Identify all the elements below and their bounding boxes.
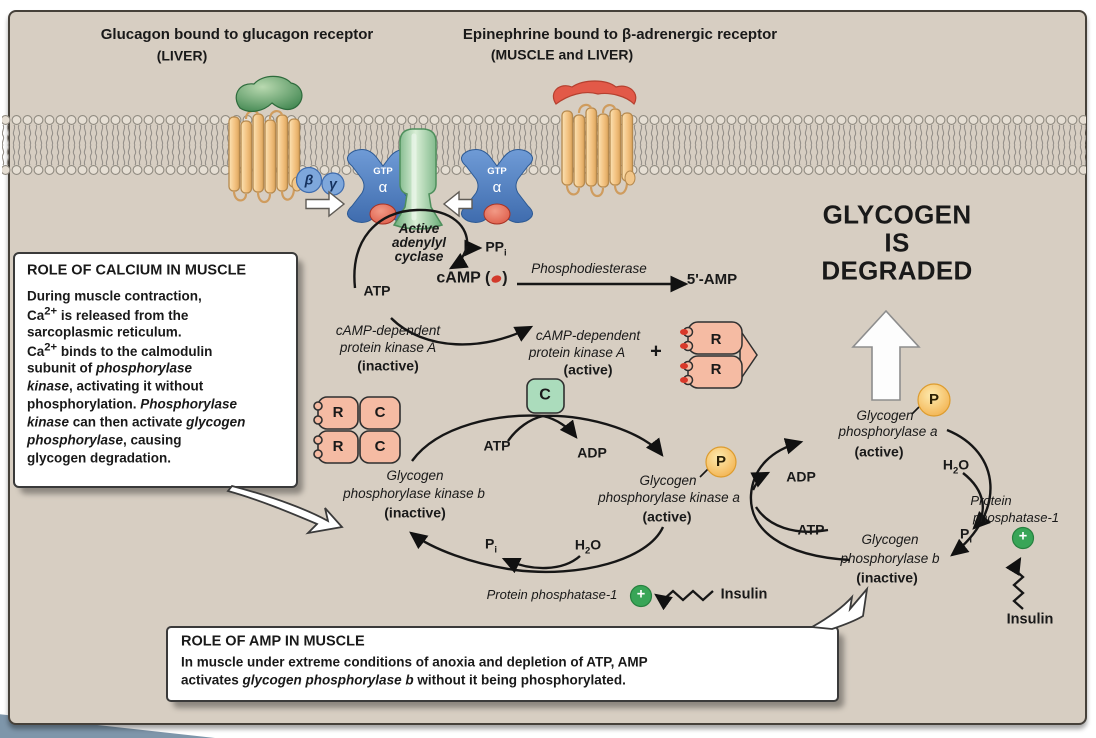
phos-a-line3: (active) [854,443,904,460]
rc-grid-c2: C [374,438,386,456]
calcium-callout-line: $Ca^{2+}$ binds to the calmodulin [27,341,213,359]
pka-active-line1: cAMP-dependent [535,327,641,343]
kinase-a-line1: Glycogen [639,472,697,488]
atp-label-cascade: ATP [363,282,391,299]
kinase-b-line3: (inactive) [384,504,446,521]
kinase-h2o-pi-arc [504,556,580,568]
insulin-label-right: Insulin [1006,611,1054,628]
kinase-h2o-label: $H_2O$ [574,536,602,557]
plus-sign-pka: + [650,340,662,363]
arrow-to-ppi [467,242,480,248]
insulin-zigzag-arrow-right [1014,559,1023,609]
rc-grid-r1: R [332,404,344,422]
calcium-callout-line: phosphorylase, causing [27,432,182,448]
activation-arrow-right-icon [306,192,344,216]
calcium-callout-title: ROLE OF CALCIUM IN MUSCLE [27,262,247,279]
catalytic-subunit-label: C [539,386,551,404]
alpha-subunit-label-left: α [378,179,388,197]
cyclase-label-3: cyclase [394,248,444,264]
phos-atp-label: ATP [797,521,825,538]
kinase-adp-label: ADP [577,444,607,461]
calcium-callout-line: kinase, activating it without [27,378,204,394]
kinase-atp-adp-arc [508,416,576,441]
phos-b-to-a-arc [751,442,850,560]
amp-callout-title: ROLE OF AMP IN MUSCLE [181,633,365,650]
phosphatase-label-mid: Protein phosphatase-1 [486,587,618,603]
insulin-label-mid: Insulin [720,586,768,603]
plus-badge-mid-label: + [636,586,646,603]
pka-inactive-complex [314,397,400,463]
beta-subunit-label: β [304,171,314,188]
cyclase-label-1: Active [398,220,440,236]
glucagon-receptor [229,111,302,202]
outcome-line1: GLYCOGEN [822,199,972,230]
calcium-callout-line: glycogen degradation. [27,450,172,466]
phos-h2o-label: $H_2O$ [942,456,970,477]
phos-b-line2: phosphorylase b [840,550,940,566]
calcium-callout-line: kinase can then activate glycogen [27,414,246,430]
glucagon-title: Glucagon bound to glucagon receptor [100,26,374,44]
kinase-b-line2: phosphorylase kinase b [343,485,485,501]
outcome-line3: DEGRADED [821,255,973,286]
amp-callout-tail [812,589,867,629]
phosphatase-right-line1: Protein [970,493,1012,509]
glucagon-subtitle: (LIVER) [156,47,208,64]
plus-badge-right-label: + [1018,528,1028,545]
r-dimer-label-1: R [710,331,722,349]
phosphate-badge-kinase-label: P [715,453,727,471]
lipid-bilayer-membrane [2,114,1086,176]
pka-active-line2: protein kinase A [528,344,626,360]
gamma-subunit-label: γ [329,175,337,192]
phosphate-badge-phosphorylase-label: P [928,391,940,409]
phos-adp-label: ADP [786,468,816,485]
calcium-callout-line: sarcoplasmic reticulum. [27,324,182,340]
kinase-b-line1: Glycogen [386,467,444,483]
gtp-label-right: GTP [487,166,507,178]
glucagon-ligand [236,76,302,111]
kinase-b-to-a-arc [412,416,662,461]
phos-a-line1: Glycogen [856,407,914,423]
epinephrine-title: Epinephrine bound to β-adrenergic receptor [462,26,778,44]
amp-callout-line: activates glycogen phosphorylase b without it being phosphorylated. [181,672,626,688]
phos-a-line2: phosphorylase a [838,423,938,439]
adenylyl-cyclase [394,129,442,229]
kinase-atp-label: ATP [483,437,511,454]
phosphodiesterase-label: Phosphodiesterase [531,260,647,276]
calcium-callout-line: subunit of phosphorylase [27,360,193,376]
phos-b-line1: Glycogen [861,531,919,547]
pka-active-line3: (active) [563,361,613,378]
amp-callout-line: In muscle under extreme conditions of anoxia and depletion of ATP, AMP [181,654,648,670]
calcium-callout-line: $Ca^{2+}$ is released from the [27,305,189,323]
gtp-label-left: GTP [373,166,393,178]
camp-inhibitor-dot-icon [490,274,502,284]
insulin-zigzag-arrow-mid [656,591,713,600]
kinase-a-line3: (active) [642,508,692,525]
cyclase-label-2: adenylyl [391,234,447,250]
phosphatase-right-line2: phosphatase-1 [972,510,1060,526]
epinephrine-ligand [553,81,635,104]
pka-inactive-line1: cAMP-dependent [335,322,441,338]
rc-grid-r2: R [332,438,344,456]
kinase-a-line2: phosphorylase kinase a [598,489,740,505]
phos-pi-label: $P_i$ [960,525,972,546]
ppi-label: $PP_i$ [485,238,507,259]
arrow-to-camp [451,246,467,268]
rc-grid-c1: C [374,404,386,422]
five-amp-label: 5'-AMP [686,271,738,289]
r-dimer-label-2: R [710,361,722,379]
calcium-callout-line: phosphorylation. Phosphorylase [27,396,238,412]
outcome-line2: IS [884,227,910,258]
pka-inactive-line3: (inactive) [357,357,419,374]
beta-adrenergic-receptor [562,105,635,196]
alpha-subunit-label-right: α [492,179,502,197]
kinase-pi-label: $P_i$ [485,535,497,556]
kinase-a-to-b-arc [411,527,663,572]
epinephrine-subtitle: (MUSCLE and LIVER) [490,46,634,63]
pka-inactive-line2: protein kinase A [339,339,437,355]
glycogen-degraded-up-arrow-icon [853,311,919,400]
phos-b-line3: (inactive) [856,569,918,586]
calcium-callout-line: During muscle contraction, [27,288,202,304]
camp-label: cAMP ( ) [436,269,508,287]
